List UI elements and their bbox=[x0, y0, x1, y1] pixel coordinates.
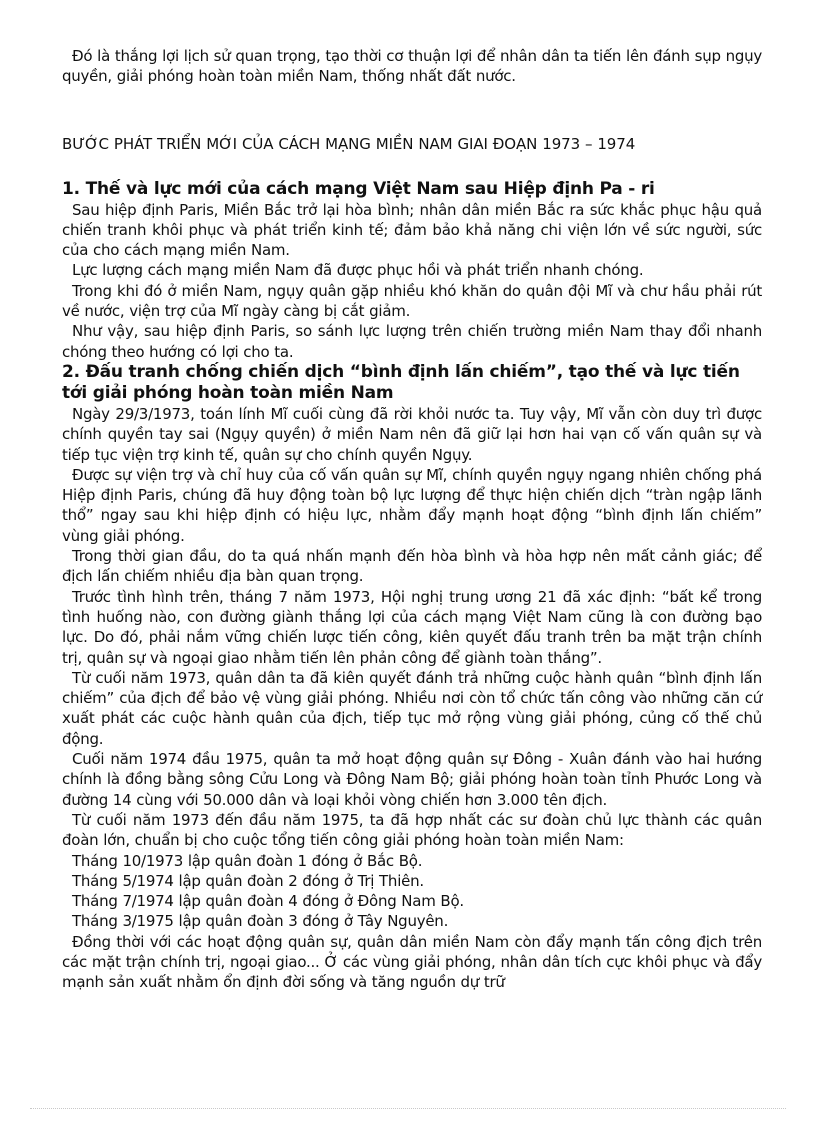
part1-paragraph: Sau hiệp định Paris, Miền Bắc trở lại hòa bình; nhân dân miền Bắc ra sức khắc phục hậu quả chiến tranh khôi phục và phát triển kinh tế; đảm bảo khả năng chi viện lớn về sức người, sức của cho cách mạng miền Nam. bbox=[62, 200, 762, 260]
part1-paragraph: Như vậy, sau hiệp định Paris, so sánh lực lượng trên chiến trường miền Nam thay đổi nhanh chóng theo hướng có lợi cho ta. bbox=[62, 322, 762, 361]
part2-paragraph: Từ cuối năm 1973, quân dân ta đã kiên quyết đánh trả những cuộc hành quân “bình định lấn chiếm” của địch để bảo vệ vùng giải phóng. Nhiều nơi còn tổ chức tấn công vào những căn cứ xuất phát các cuộc hành quân của địch, tiếp tục mở rộng vùng giải phóng, củng cố thế chủ động. bbox=[62, 668, 762, 748]
part2-paragraph: Được sự viện trợ và chỉ huy của cố vấn quân sự Mĩ, chính quyền ngụy ngang nhiên chống phá Hiệp định Paris, chúng đã huy động toàn bộ lực lượng để thực hiện chiến dịch “tràn ngập lãnh thổ” ngay sau khi hiệp định có hiệu lực, nhằm đẩy mạnh hoạt động “bình định lấn chiếm” vùng giải phóng. bbox=[62, 465, 762, 545]
document-page bbox=[62, 46, 762, 993]
section-title: BƯỚC PHÁT TRIỂN MỚI CỦA CÁCH MẠNG MIỀN NAM GIAI ĐOẠN 1973 – 1974 bbox=[62, 134, 636, 153]
part2-paragraph: Trong thời gian đầu, do ta quá nhấn mạnh đến hòa bình và hòa hợp nên mất cảnh giác; để địch lấn chiếm nhiều địa bàn quan trọng. bbox=[62, 547, 762, 586]
part2-paragraph: Cuối năm 1974 đầu 1975, quân ta mở hoạt động quân sự Đông - Xuân đánh vào hai hướng chính là đồng bằng sông Cửu Long và Đông Nam Bộ; giải phóng hoàn toàn tỉnh Phước Long và đường 14 cùng với 50.000 dân và loại khỏi vòng chiến hơn 3.000 tên địch. bbox=[62, 750, 762, 809]
part2-heading: 2. Đấu tranh chống chiến dịch “bình định lấn chiếm”, tạo thế và lực tiến tới giải phóng hoàn toàn miền Nam bbox=[62, 361, 740, 403]
part1-paragraph: Trong khi đó ở miền Nam, ngụy quân gặp nhiều khó khăn do quân đội Mĩ và chư hầu phải rút về nước, viện trợ của Mĩ ngày càng bị cắt giảm. bbox=[62, 281, 762, 321]
corps-list-item: Tháng 5/1974 lập quân đoàn 2 đóng ở Trị Thiên. bbox=[72, 871, 424, 890]
part2-paragraph: Ngày 29/3/1973, toán lính Mĩ cuối cùng đã rời khỏi nước ta. Tuy vậy, Mĩ vẫn còn duy trì được chính quyền tay sai (Ngụy quyền) ở miền Nam nên đã giữ lại hơn hai vạn cố vấn quân sự và tiếp tục viện trợ kinh tế, quân sự cho chính quyền Ngụy. bbox=[62, 404, 762, 464]
part1-heading: 1. Thế và lực mới của cách mạng Việt Nam sau Hiệp định Pa - ri bbox=[62, 178, 655, 199]
corps-list-item: Tháng 7/1974 lập quân đoàn 4 đóng ở Đông Nam Bộ. bbox=[72, 892, 464, 911]
part2-paragraph: Từ cuối năm 1973 đến đầu năm 1975, ta đã hợp nhất các sư đoàn chủ lực thành các quân đoàn lớn, chuẩn bị cho cuộc tổng tiến công giải phóng hoàn toàn miền Nam: bbox=[62, 810, 762, 850]
part2-paragraph: Đồng thời với các hoạt động quân sự, quân dân miền Nam còn đẩy mạnh tấn công địch trên các mặt trận chính trị, ngoại giao... Ở các vùng giải phóng, nhân dân tích cực khôi phục và đẩy mạnh sản xuất nhằm ổn định đời sống và tăng nguồn dự trữ bbox=[62, 932, 762, 992]
page-bottom-divider bbox=[30, 1108, 786, 1109]
part2-paragraph: Trước tình hình trên, tháng 7 năm 1973, Hội nghị trung ương 21 đã xác định: “bất kể trong tình huống nào, con đường giành thắng lợi của cách mạng Việt Nam cũng là con đường bạo lực. Do đó, phải nắm vững chiến lược tiến công, kiên quyết đấu tranh trên ba mặt trận chính trị, quân sự và ngoại giao nhằm tiến lên phản công để giành toàn thắng”. bbox=[62, 587, 762, 667]
intro-paragraph: Đó là thắng lợi lịch sử quan trọng, tạo thời cơ thuận lợi để nhân dân ta tiến lên đánh sụp ngụy quyền, giải phóng hoàn toàn miền Nam, thống nhất đất nước. bbox=[62, 47, 762, 86]
corps-list-item: Tháng 3/1975 lập quân đoàn 3 đóng ở Tây Nguyên. bbox=[72, 912, 449, 931]
part1-paragraph: Lực lượng cách mạng miền Nam đã được phục hồi và phát triển nhanh chóng. bbox=[72, 261, 644, 280]
corps-list-item: Tháng 10/1973 lập quân đoàn 1 đóng ở Bắc Bộ. bbox=[72, 851, 423, 870]
